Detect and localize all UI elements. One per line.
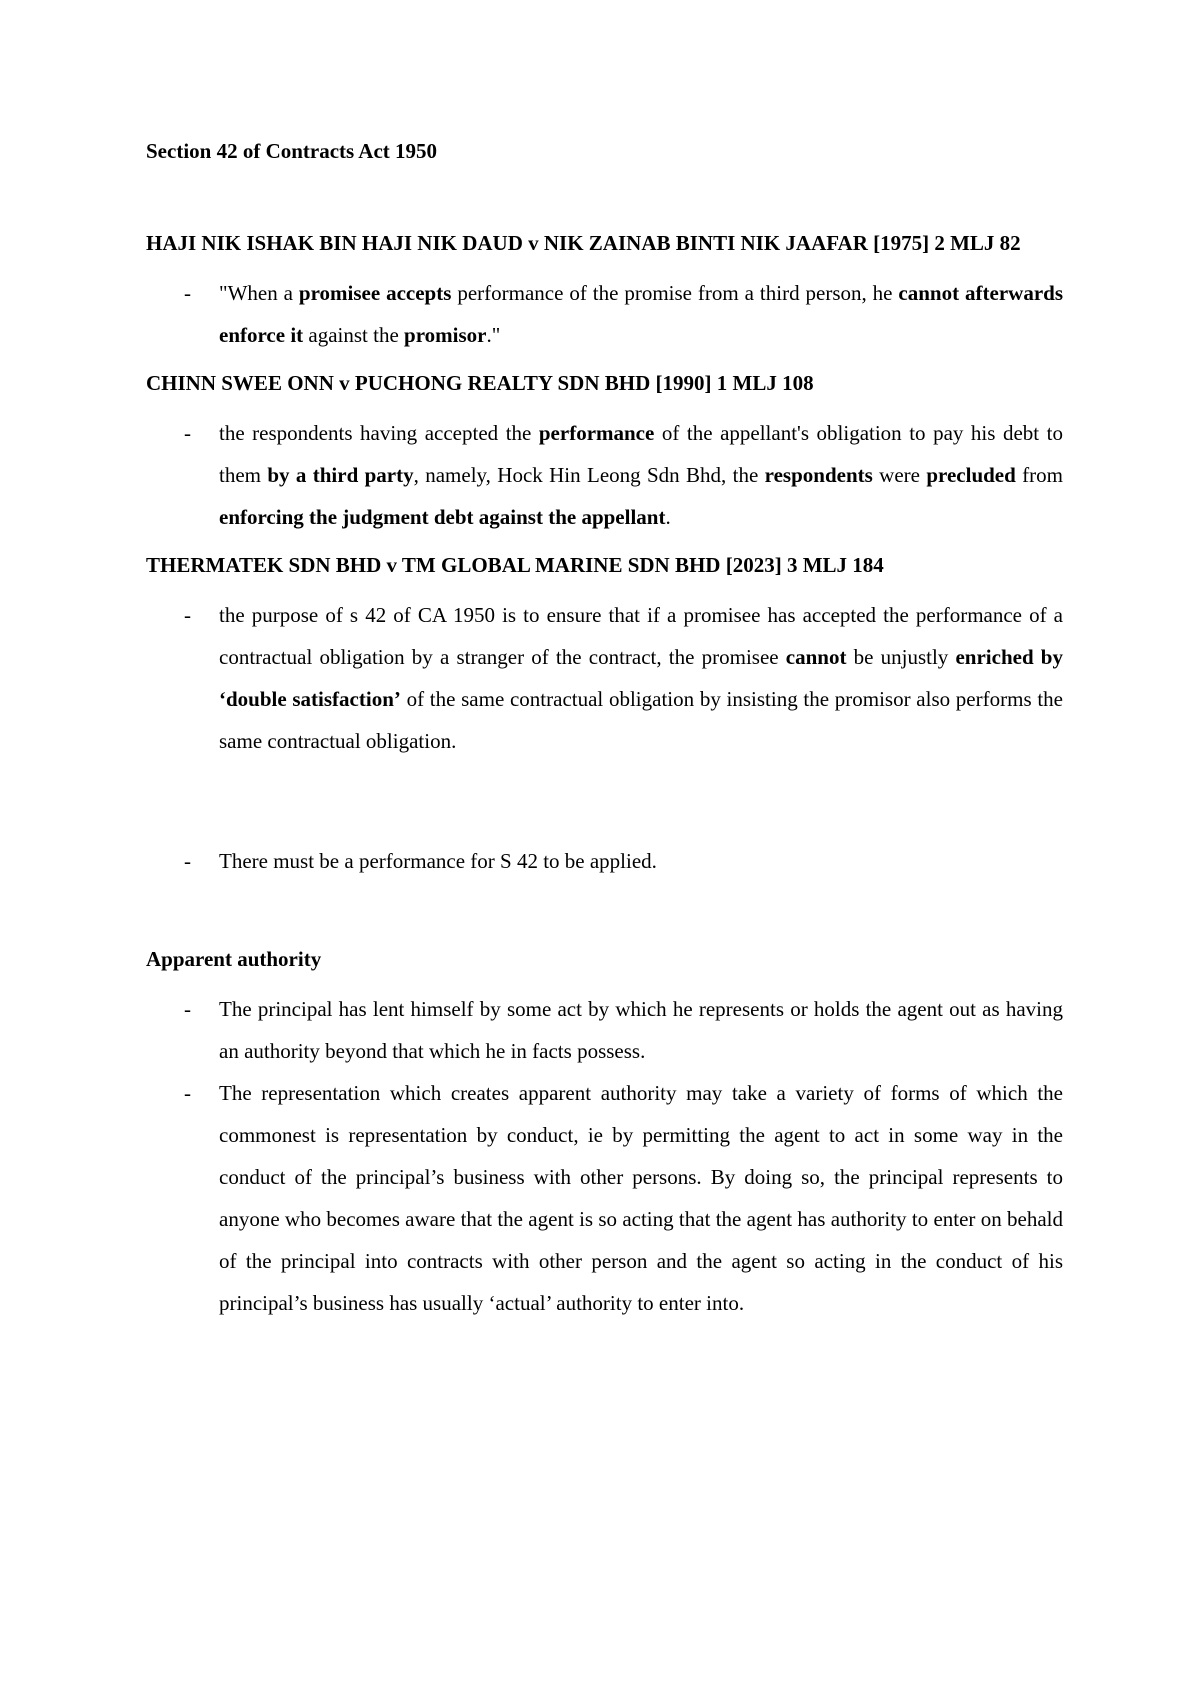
text-run: of the appellant's obligation to pay his debt to them (219, 421, 1063, 487)
bullet-dash: - (184, 603, 191, 627)
bullet-dash: - (184, 849, 191, 873)
list-item (146, 594, 1063, 762)
case-points-thermatek-extra (146, 840, 1063, 882)
text-run: "When a (219, 281, 299, 305)
text-run: from (1015, 463, 1063, 487)
bullet-dash: - (184, 997, 191, 1021)
list-item (146, 840, 1063, 882)
section-title: Section 42 of Contracts Act 1950 (146, 139, 438, 163)
text-run: ." (486, 323, 501, 347)
case-title-thermatek: THERMATEK SDN BHD v TM GLOBAL MARINE SDN BHD [2023] 3 MLJ 184 (146, 553, 884, 577)
bold-run: cannot afterwards enforce it (219, 281, 1063, 347)
spacer (146, 768, 1063, 840)
text-run: , namely, Hock Hin Leong Sdn Bhd, the (413, 463, 765, 487)
case-points-haji-nik-ishak (146, 272, 1063, 356)
bold-run: by a third party (267, 463, 414, 487)
spacer (146, 888, 1063, 938)
list-item (146, 412, 1063, 538)
document-page (146, 130, 1063, 1330)
list-item (146, 272, 1063, 356)
bullet-dash: - (184, 1081, 191, 1105)
case-title-chinn-swee-onn: CHINN SWEE ONN v PUCHONG REALTY SDN BHD [1990] 1 MLJ 108 (146, 371, 814, 395)
text-run: performance of the promise from a third person, he (451, 281, 899, 305)
bullet-dash: - (184, 281, 191, 305)
text-run: . (665, 505, 671, 529)
bold-run: promisor (404, 323, 487, 347)
bold-run: promisee accepts (298, 281, 452, 305)
text-run: There must be a performance for S 42 to be applied. (219, 849, 657, 873)
text-run: the respondents having accepted the (219, 421, 539, 445)
apparent-authority-points (146, 988, 1063, 1324)
bold-run: cannot (785, 645, 847, 669)
text-run: The principal has lent himself by some act by which he represents or holds the agent out as having an authority beyond that which he in facts possess. (219, 997, 1063, 1063)
case-title-haji-nik-ishak: HAJI NIK ISHAK BIN HAJI NIK DAUD v NIK ZAINAB BINTI NIK JAAFAR [1975] 2 MLJ 82 (146, 231, 1021, 255)
bold-run: enforcing the judgment debt against the appellant (219, 505, 666, 529)
apparent-authority-title: Apparent authority (146, 947, 322, 971)
bold-run: performance (538, 421, 655, 445)
text-run: were (872, 463, 927, 487)
bold-run: precluded (926, 463, 1016, 487)
bold-run: enriched by ‘double satisfaction’ (219, 645, 1063, 711)
text-run: be unjustly (846, 645, 956, 669)
case-points-chinn-swee-onn (146, 412, 1063, 538)
bullet-dash: - (184, 421, 191, 445)
text-run: against the (303, 323, 405, 347)
case-points-thermatek (146, 594, 1063, 762)
text-run: The representation which creates apparent authority may take a variety of forms of which the commonest is representation by conduct, ie by permitting the agent to act in some way in the conduct of the principal’s business with other persons. By doing so, the principal represents to anyone who becomes aware that the agent is so acting that the agent has authority to enter on behald of the principal into contracts with other person and the agent so acting in the conduct of his principal’s business has usually ‘actual’ authority to enter into. (219, 1081, 1063, 1315)
bold-run: respondents (764, 463, 873, 487)
list-item (146, 1072, 1063, 1324)
list-item (146, 988, 1063, 1072)
text-run: of the same contractual obligation by insisting the promisor also performs the same contractual obligation. (219, 687, 1063, 753)
text-run: the purpose of s 42 of CA 1950 is to ensure that if a promisee has accepted the performance of a contractual obligation by a stranger of the contract, the promisee (219, 603, 1063, 669)
